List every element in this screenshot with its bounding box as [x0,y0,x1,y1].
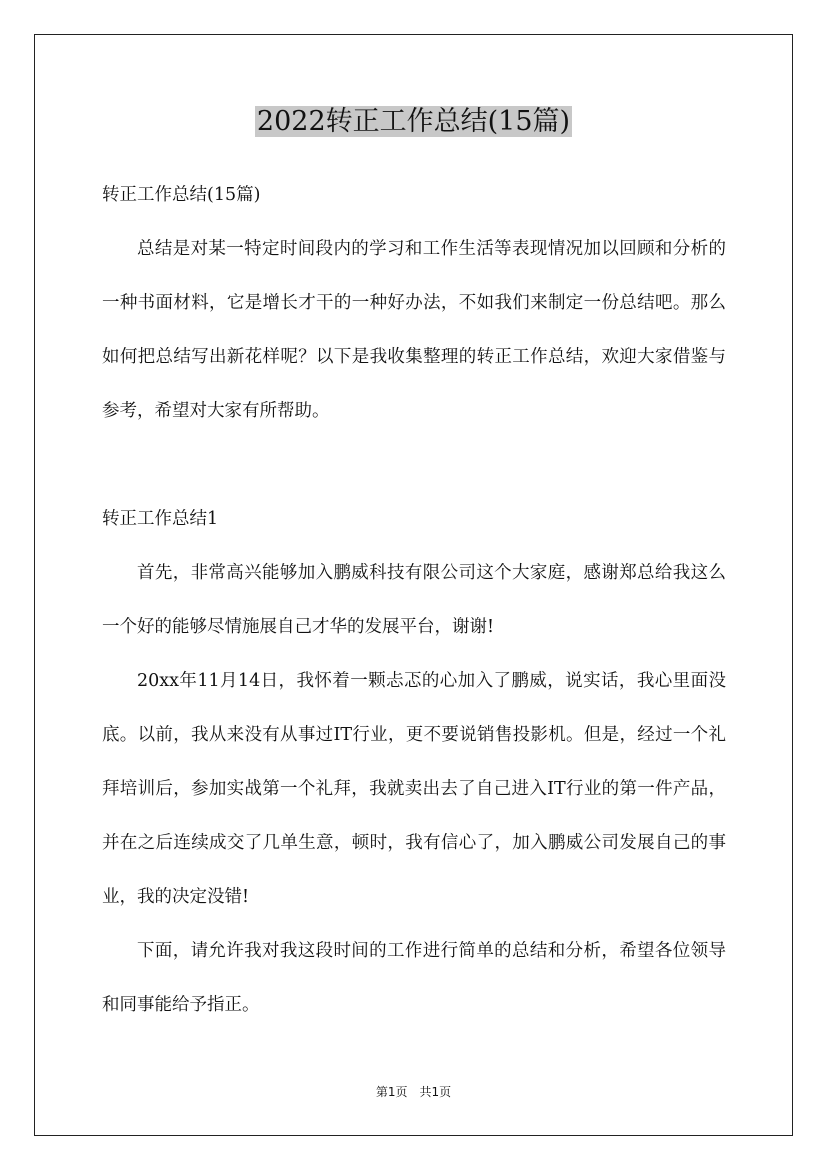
document-subtitle: 转正工作总结(15篇) [102,185,261,205]
body-paragraph-2: 20xx年11月14日，我怀着一颗忐忑的心加入了鹏威，说实话，我心里面没底。以前，我从来没有从事过IT行业，更不要说销售投影机。但是，经过一个礼拜培训后，参加实战第一个礼拜，我就卖出去了自己进入IT行业的第一件产品，并在之后连续成交了几单生意，顿时，我有信心了，加入鹏威公司发展自己的事业，我的决定没错! [102,671,726,907]
document-title-text: 2022转正工作总结(15篇) [256,106,571,137]
page-total: 共1页 [419,1085,452,1099]
body-paragraph-1: 首先，非常高兴能够加入鹏威科技有限公司这个大家庭，感谢郑总给我这么一个好的能够尽情施展自己才华的发展平台，谢谢! [102,563,726,637]
document-title [0,100,827,144]
document-body [102,168,726,1032]
body-paragraph-3: 下面，请允许我对我这段时间的工作进行简单的总结和分析，希望各位领导和同事能给予指正。 [102,941,726,1015]
page-footer [0,1082,827,1102]
section-spacer [102,438,726,492]
section-heading: 转正工作总结1 [102,509,219,529]
page-number: 第1页 [375,1085,408,1099]
intro-paragraph: 总结是对某一特定时间段内的学习和工作生活等表现情况加以回顾和分析的一种书面材料，它是增长才干的一种好办法，不如我们来制定一份总结吧。那么如何把总结写出新花样呢？以下是我收集整理的转正工作总结，欢迎大家借鉴与参考，希望对大家有所帮助。 [102,239,726,421]
